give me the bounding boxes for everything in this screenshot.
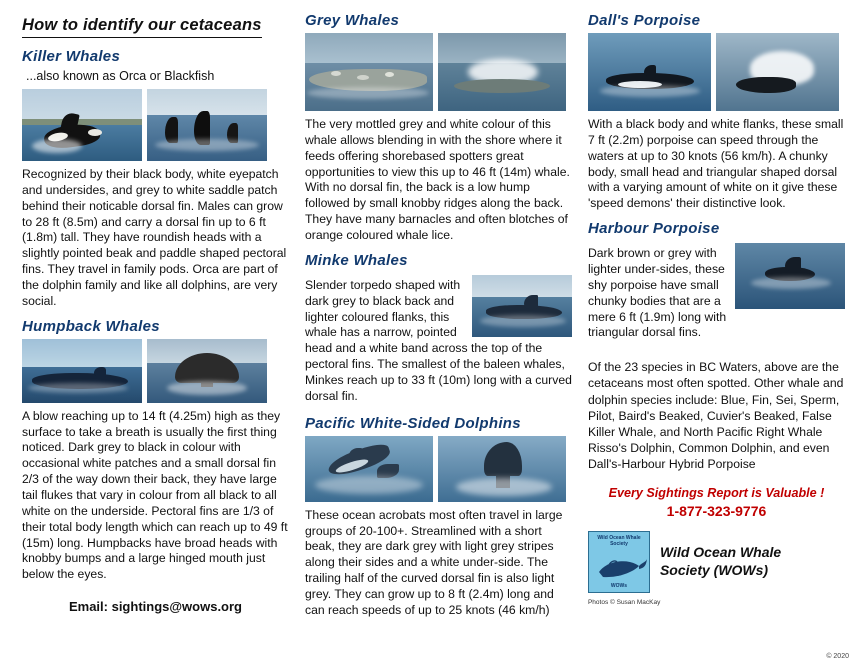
sightings-report-line: Every Sightings Report is Valuable !: [608, 485, 825, 500]
killer-whales-photos: [22, 89, 289, 161]
organization-name-line1: Wild Ocean Whale: [659, 544, 782, 561]
page-title: How to identify our cetaceans: [22, 16, 262, 38]
harbour-porpoise-dorsal-fin-photo: [735, 243, 845, 309]
email-contact[interactable]: Email: sightings@wows.org: [68, 599, 242, 615]
section-heading-dalls-porpoise: Dall's Porpoise: [587, 12, 701, 29]
grey-whales-photos: [305, 33, 572, 111]
dalls-porpoise-surfacing-photo: [588, 33, 711, 111]
organization-footer: [588, 531, 845, 593]
minke-whales-block: [305, 273, 572, 413]
dolphins-body: These ocean acrobats most often travel in large groups of 20-100+. Streamlined with a short beak, they are dark grey with light grey stripes along their sides and a white under-side. The trailing half of the curved dorsal fin is also light grey. They can grow up to 8 ft (2.4m) long and can reach speeds of up to 25 knots (46 km/h): [304, 507, 563, 617]
logo-text-line1: Wild Ocean Whale: [597, 534, 641, 541]
harbour-porpoise-block: [588, 241, 845, 349]
organization-name-line2: Society (WOWs): [659, 561, 769, 578]
other-species-callout: Of the 23 species in BC Waters, above are the cetaceans most often spotted. Other whale and dolphin species include: Blue, Fin, Sei, Sperm, Pilot, Baird's Beaked, Cuvier's Beaked, False Killer Whale, and North Pacific Right Whale Risso's Dolphin, Common Dolphin, and even Dall's-Harbour Hybrid Porpoise: [587, 360, 844, 471]
grey-whale-mottled-back-photo: [305, 33, 433, 111]
dolphin-leaping-photo: [305, 436, 433, 502]
logo-bottom-text: WOWs: [610, 582, 628, 589]
phone-number[interactable]: 1-877-323-9776: [666, 502, 767, 519]
killer-whales-subtitle: ...also known as Orca or Blackfish: [26, 69, 215, 83]
photo-credit: Photos © Susan MacKay: [587, 598, 661, 606]
grey-whales-body: The very mottled grey and white colour of this whale allows blending in with the shore where it feeds offering shorebased spotters great opportunities to view this up to 46 ft (14m) whale. With no dorsal fin, the back is a low hump followed by small knobby ridges along the back. They have many barnacles and often blotches of orange coloured whale lice.: [304, 117, 570, 243]
section-heading-grey-whales: Grey Whales: [304, 12, 400, 29]
humpback-whales-photos: [22, 339, 289, 403]
killer-whales-body: Recognized by their black body, white eyepatch and undersides, and grey to white saddle patch behind their noticable dorsal fin. Males can grow to 28 ft (8.5m) and carry a dorsal fin up to 6 ft (1.8m) tall. They have roundish heads with a slightly pointed beak and paddle shaped pectoral fins. They travel in family pods. Orca are part of the dolphin family and like all dolphins, are very social.: [22, 167, 287, 308]
section-heading-pacific-white-sided-dolphins: Pacific White-Sided Dolphins: [304, 414, 521, 432]
dalls-porpoise-body: With a black body and white flanks, these small 7 ft (2.2m) porpoise can speed through the waters at up to 30 knots (56 km/h). A chunky body, small head and triangular shaped dorsal with a varying amount of white on it give these 'speed demons' their distinctive look.: [587, 117, 844, 211]
section-heading-minke-whales: Minke Whales: [304, 251, 408, 269]
humpback-tail-fluke-photo: [147, 339, 267, 403]
orca-pod-dorsal-fins-photo: [147, 89, 267, 161]
column-right: [588, 12, 845, 658]
column-left: [22, 12, 289, 658]
humpback-whales-body: A blow reaching up to 14 ft (4.25m) high as they surface to take a breath is usually the first thing noticed. Dark grey to black in colour with occasional white patches and a small dorsal fin 2/3 of the way down their back, they have large tail flukes that vary in colour from all black to all white on the underside. Pectoral fins are 1/3 of their total body length which can reach up to 49 ft (15m) long. Humpbacks have broad heads with knobby bumps and a large hinged mouth just below the eyes.: [22, 408, 288, 582]
grey-whale-surfacing-spray-photo: [438, 33, 566, 111]
copyright-notice: © 2020: [826, 653, 849, 660]
logo-text-line2: Society: [610, 540, 628, 547]
harbour-porpoise-body: Dark brown or grey with lighter under-sides, these shy porpoise have small chunky bodies that are a mere 6 ft (1.9m) long with triangular dorsal fins.: [587, 246, 727, 340]
minke-whales-body: Slender torpedo shaped with dark grey to black back and lighter coloured flanks, this whale has a narrow, pointed head and a white band across the top of the pectoral fins. The smallest of the baleen whales, Minkes reach up to 33 ft (10m) long with a curved dorsal fin.: [304, 277, 572, 403]
credits-row: [588, 599, 845, 606]
orca-breaching-photo: [22, 89, 142, 161]
dolphins-photos: [305, 436, 572, 502]
section-heading-harbour-porpoise: Harbour Porpoise: [587, 220, 720, 238]
column-middle: [305, 12, 572, 658]
humpback-back-and-dorsal-photo: [22, 339, 142, 403]
wows-logo: [588, 531, 650, 593]
section-heading-killer-whales: Killer Whales: [22, 48, 121, 65]
dalls-porpoise-photos: [588, 33, 845, 111]
organization-name: [660, 544, 781, 579]
dolphin-tail-slap-photo: [438, 436, 566, 502]
section-heading-humpback-whales: Humpback Whales: [22, 317, 160, 335]
dalls-porpoise-rooster-tail-photo: [716, 33, 839, 111]
minke-whale-dorsal-fin-photo: [472, 275, 572, 337]
